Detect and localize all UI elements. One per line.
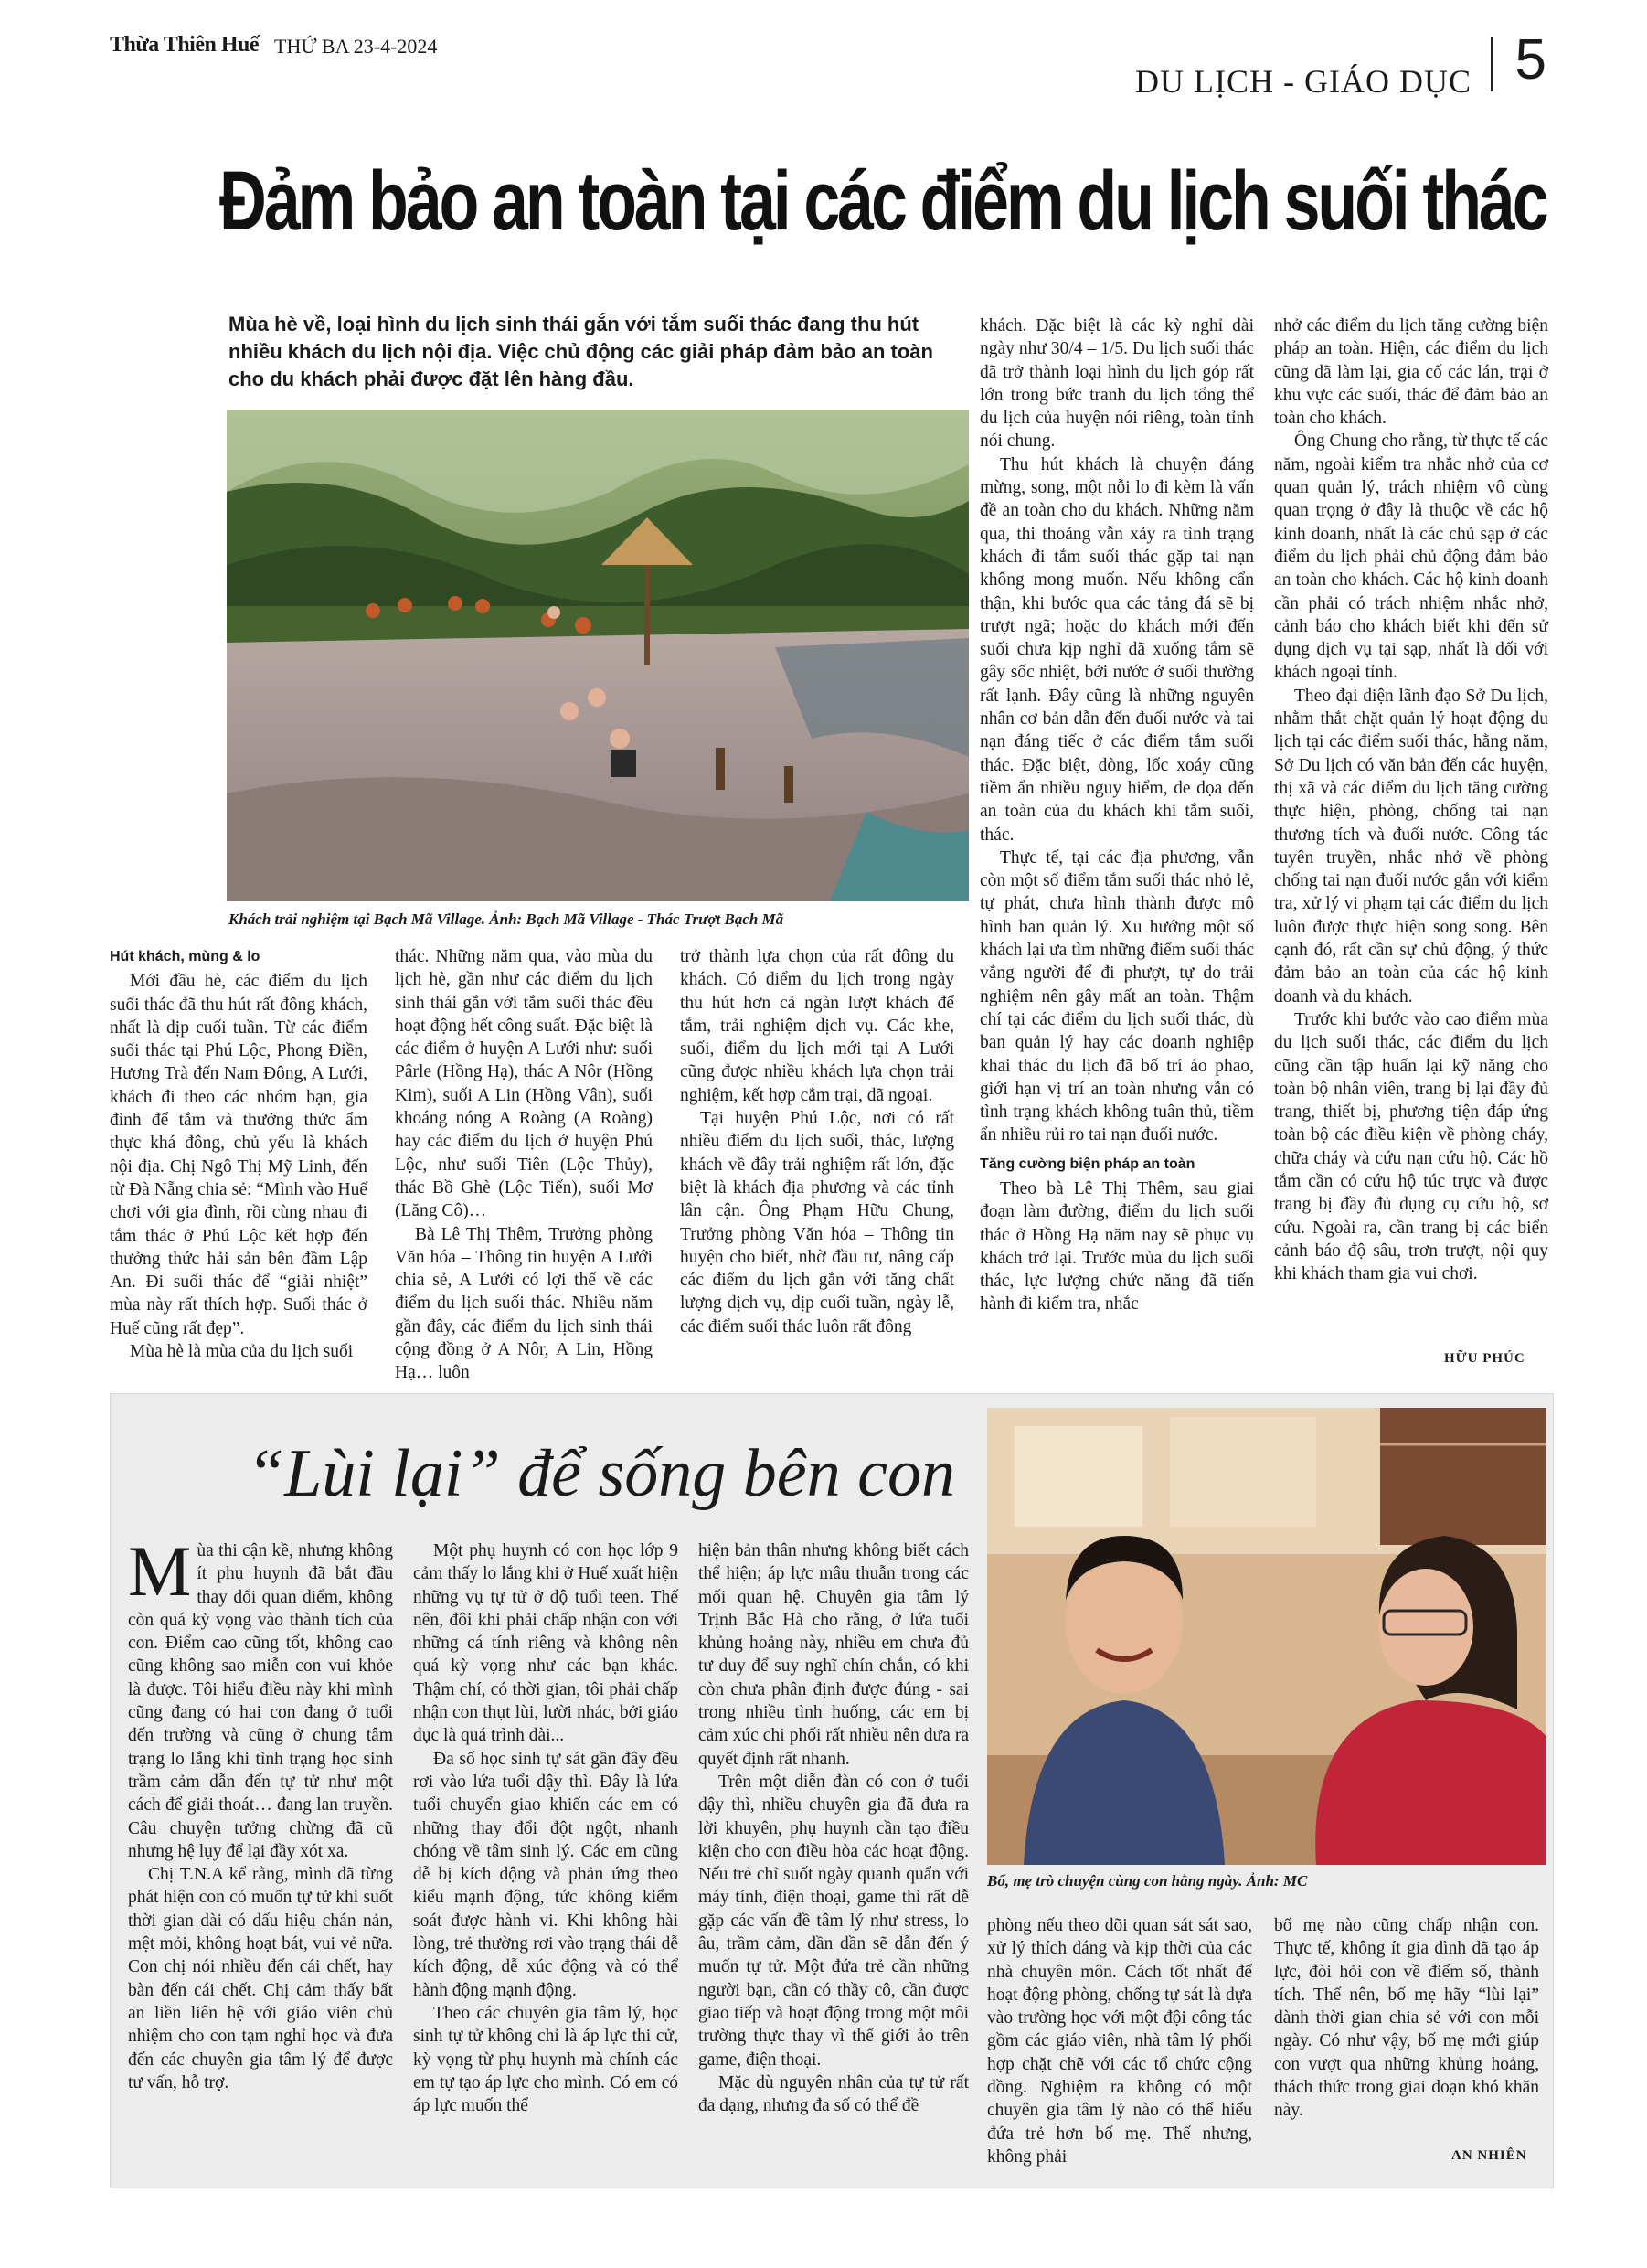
article1-column-5 <box>1274 314 1548 1285</box>
issue-date: THỨ BA 23-4-2024 <box>274 35 438 58</box>
article1-column-1 <box>110 945 367 1363</box>
article1-photo-caption: Khách trải nghiệm tại Bạch Mã Village. Ảnh: Bạch Mã Village - Thác Trượt Bạch Mã <box>228 910 784 928</box>
article1-col4-para: Thực tế, tại các địa phương, vẫn còn một số điểm tắm suối thác nhỏ lẻ, tự phát, chưa hình thành được mô hình ban quản lý. Xu hướng một số khách lại ưa tìm những điểm suối thác vắng người để đi phượt, tự do trải nghiệm nên gây mất an toàn. Thậm chí tại các điểm du lịch suối thác, dù ban quản lý hay các doanh nghiệp khai thác du lịch đã bố trí áo phao, giới hạn vị trí an toàn nhưng vẫn có tình trạng khách không tuân thủ, tiềm ẩn nhiều rủi ro tai nạn đuối nước. <box>980 847 1254 1145</box>
article2-column-3 <box>698 1539 969 2117</box>
article2-photo-caption: Bố, mẹ trò chuyện cùng con hằng ngày. Ảnh: MC <box>987 1872 1308 1890</box>
article1-title: Đảm bảo an toàn tại các điểm du lịch suối thác <box>219 154 1546 248</box>
article2-col2-para: Đa số học sinh tự sát gần đây đều rơi vào lứa tuổi dậy thì. Đây là lứa tuổi chuyển giao khiến các em có những thay đổi đột ngột, nhanh chóng về tâm sinh lý. Các em cũng dễ bị kích động và phản ứng theo kiểu mạnh động, tức không kiểm soát được hành vi. Khi không hài lòng, trẻ thường rơi vào trạng thái dễ kích động, dễ xúc động và có thể hành động mạnh động. <box>413 1749 678 2000</box>
page-header <box>110 27 1554 128</box>
article2-byline: AN NHIÊN <box>1451 2148 1527 2163</box>
family-photo-illustration <box>987 1408 1546 1865</box>
article2-column-4 <box>987 1914 1252 2168</box>
article1-byline: HỮU PHÚC <box>1444 1351 1525 1366</box>
article1-col4b-para: Theo bà Lê Thị Thêm, sau giai đoạn làm đường, điểm du lịch suối thác ở Hồng Hạ năm nay sẽ phục vụ khách trở lại. Trước mùa du lịch suối thác, lực lượng chức năng đã tiến hành đi kiểm tra, nhắc <box>980 1178 1254 1315</box>
article1-col4-para: Thu hút khách là chuyện đáng mừng, song, một nỗi lo đi kèm là vấn đề an toàn cho du khách. Những năm qua, thi thoảng vẫn xảy ra tình trạng khách đi tắm suối thác gặp tai nạn không mong muốn. Nếu không cẩn thận, khi bước qua các tảng đá sẽ bị trượt ngã; hoặc do khách mới đến suối chưa kịp nghỉ đã xuống tắm sẽ gây sốc nhiệt, bởi nước ở suối thường rất lạnh. Đây cũng là những nguyên nhân cơ bản dẫn đến đuối nước và tai nạn đáng tiếc ở các điểm tắm suối thác. Đặc biệt, dòng, lốc xoáy cũng tiềm ẩn nhiều nguy hiểm, đe dọa đến an toàn của du khách khi tắm suối, thác. <box>980 454 1254 845</box>
article1-col5-para: Ông Chung cho rằng, từ thực tế các năm, ngoài kiểm tra nhắc nhở của cơ quan quản lý, trách nhiệm vô cùng quan trọng ở đây là thuộc về các hộ kinh doanh, nhất là các chủ sạp ở các điểm du lịch phải chủ động đảm bảo an toàn cho khách. Các hộ kinh doanh cần phải có trách nhiệm nhắc nhở, cảnh báo cho khách biết khi đến sử dụng dịch vụ tại sạp, nhất là đối với khách ngoại tỉnh. <box>1274 431 1548 683</box>
article1-col4-para: khách. Đặc biệt là các kỳ nghỉ dài ngày như 30/4 – 1/5. Du lịch suối thác đã trở thành loại hình du lịch góp rất lớn trong bức tranh du lịch tổng thể du lịch của huyện nói riêng, toàn tỉnh nói chung. <box>980 316 1254 452</box>
family-photo <box>987 1408 1546 1865</box>
article2-col3-para: Mặc dù nguyên nhân của tự tử rất đa dạng, nhưng đa số có thể đề <box>698 2072 969 2116</box>
article2-col5-para: bố mẹ nào cũng chấp nhận con. Thực tế, không ít gia đình đã tạo áp lực, đòi hỏi con về điểm số, thành tích. Thế nên, bố mẹ hãy “lùi lại” dành thời gian chia sẻ với con mỗi ngày. Có như vậy, bố mẹ mới giúp con vượt qua những khủng hoảng, thách thức trong giai đoạn khó khăn này. <box>1274 1916 1539 2121</box>
article1-col5-para: Theo đại diện lãnh đạo Sở Du lịch, nhằm thắt chặt quản lý hoạt động du lịch tại các điểm suối thác, hằng năm, Sở Du lịch có văn bản đến các huyện, thị xã và các điểm du lịch tăng cường thực hiện, phòng, chống tai nạn thương tích và đuối nước. Công tác tuyên truyền, nhắc nhở về phòng chống tai nạn đuối nước gắn với kiểm tra, xử lý vi phạm tại các điểm du lịch luôn được thực hiện song song. Bên cạnh đó, rất cần sự chủ động, ý thức đảm bảo an toàn của các hộ kinh doanh và du khách. <box>1274 686 1548 1006</box>
article1-col1-para: Mùa hè là mùa của du lịch suối <box>130 1342 354 1362</box>
article2-col2-para: Theo các chuyên gia tâm lý, học sinh tự tử không chỉ là áp lực thi cử, kỳ vọng từ phụ huynh mà chính các em tự tạo áp lực cho mình. Có em có áp lực muốn thể <box>413 2003 678 2116</box>
article2-col3-para: Trên một diễn đàn có con ở tuổi dậy thì, nhiều chuyên gia đã đưa ra lời khuyên, phụ huynh cần tạo điều kiện cho con điều hòa các hoạt động. Nếu trẻ chỉ suốt ngày quanh quẩn với máy tính, điện thoại, game thì rất dễ gặp các vấn đề tâm lý như stress, lo âu, trầm cảm, dần dần sẽ dẫn đến ý muốn tự tử. Một đứa trẻ cần những người bạn, cần có thầy cô, cần được giao tiếp và hoạt động trong một môi trường thực thay vì thế giới ảo trên game, điện thoại. <box>698 1772 969 2070</box>
section-title: DU LỊCH - GIÁO DỤC <box>1135 63 1472 100</box>
article2-col1-para: ùa thi cận kề, nhưng không ít phụ huynh đã bắt đầu thay đổi quan điểm, không còn quá kỳ vọng vào thành tích của con. Điểm cao cũng tốt, không cao cũng không sao miễn con vui khỏe là được. Tôi hiểu điều này khi mình cũng đang có hai con đang ở tuổi đến trường và cũng ở chung tâm trạng lo lắng khi tình trạng học sinh trầm cảm dẫn đến tự tử như một cách để giải thoát… đang lan truyền. Câu chuyện tưởng chừng đã cũ nhưng hệ lụy để lại đầy xót xa. <box>128 1541 393 1861</box>
article1-column-3 <box>680 945 954 1338</box>
article1-column-2 <box>395 945 653 1385</box>
header-divider <box>1491 37 1493 91</box>
article1-subhead-2: Tăng cường biện pháp an toàn <box>980 1155 1195 1172</box>
waterfall-photo-illustration <box>227 410 969 901</box>
article1-column-4 <box>980 314 1254 1316</box>
article2-column-5 <box>1274 1914 1539 2123</box>
page-number: 5 <box>1514 28 1546 91</box>
article1-subhead-1: Hút khách, mùng & lo <box>110 949 260 964</box>
article1-col2-para: thác. Những năm qua, vào mùa du lịch hè, gần như các điểm du lịch sinh thái gắn với tắm suối thác đều hoạt động hết công suất. Đặc biệt là các điểm ở huyện A Lưới như: suối Pârle (Hồng Hạ), thác A Nôr (Hồng Kim), suối A Lin (Hồng Vân), suối khoáng nóng A Roàng (A Roàng) hay các điểm du lịch ở huyện Phú Lộc, như suối Tiên (Lộc Thủy), thác Bồ Ghè (Lộc Tiến), suối Mơ (Lăng Cô)… <box>395 947 653 1221</box>
article2-col1-para: Chị T.N.A kể rằng, mình đã từng phát hiện con có muốn tự tử khi suốt thời gian dài có dấu hiệu chán nản, mệt mỏi, không hoạt bát, vui vẻ nữa. Con chị nói nhiều đến cái chết, hay bàn đến cái chết. Chị cảm thấy bất an liền liên hệ với giáo viên chủ nhiệm cho con tạm nghỉ học và đưa đến các chuyên gia tâm lý để được tư vấn, hỗ trợ. <box>128 1865 393 2092</box>
article1-col1-para: Mới đầu hè, các điểm du lịch suối thác đã thu hút rất đông khách, nhất là dịp cuối tuần. Từ các điểm suối thác tại Phú Lộc, Phong Điền, Hương Trà đến Nam Đông, A Lưới, khách đi theo các nhóm bạn, gia đình để tắm và thưởng thức ẩm thực khá đông, chủ yếu là khách nội địa. Chị Ngô Thị Mỹ Linh, đến từ Đà Nẵng chia sẻ: “Mình vào Huế chơi với gia đình, rồi cùng nhau đi tắm thác ở Phú Lộc kết hợp đến thưởng thức hải sản bên đầm Lập An. Đi suối thác để “giải nhiệt” mùa này rất thích hợp. Suối thác ở Huế cũng rất đẹp”. <box>110 972 367 1338</box>
article1-col5-para: nhở các điểm du lịch tăng cường biện pháp an toàn. Hiện, các điểm du lịch cũng đã làm lại, gia cố các lán, trại ở khu vực các suối, thác để đảm bảo an toàn cho khách. <box>1274 316 1548 429</box>
article2-col4-para: phòng nếu theo dõi quan sát sát sao, xử lý thích đáng và kịp thời của các nhà chuyên môn. Cách tốt nhất để hoạt động phòng, chống tự sát là dựa vào trường học với một đội công tác gồm các giáo viên, nhà tâm lý phối hợp chặt chẽ với các tổ chức cộng đồng. Nghiệm ra không có một chuyên gia tâm lý nào có thể hiểu đứa trẻ hơn bố mẹ. Thế nhưng, không phải <box>987 1916 1252 2167</box>
article2-column-1 <box>128 1531 393 2094</box>
waterfall-photo <box>227 410 969 901</box>
article1-col3-para: Tại huyện Phú Lộc, nơi có rất nhiều điểm du lịch suối, thác, lượng khách về đây trải nghiệm rất lớn, đặc biệt là khách địa phương và các tỉnh lân cận. Ông Phạm Hữu Chung, Trưởng phòng Văn hóa – Thông tin huyện cho biết, nhờ đầu tư, nâng cấp các điểm du lịch gắn với tăng chất lượng dịch vụ, dịp cuối tuần, ngày lễ, các điểm suối thác luôn rất đông <box>680 1109 954 1336</box>
dropcap-letter: M <box>128 1531 192 1611</box>
article2-col3-para: hiện bản thân nhưng không biết cách thể hiện; áp lực mâu thuẫn trong các mối quan hệ. Chuyên gia tâm lý Trịnh Bắc Hà cho rằng, ở lứa tuổi khủng hoảng này, nhiều em chưa đủ tư duy để suy nghĩ chín chắn, có khi còn chưa phân định được đúng - sai trong nhiều tình huống, các em bị cảm xúc chi phối rất nhiều nên đưa ra quyết định rất nhanh. <box>698 1541 969 1769</box>
article1-col5-para: Trước khi bước vào cao điểm mùa du lịch suối thác, các điểm du lịch cũng cần tập huấn lại kỹ năng cho toàn bộ nhân viên, trang bị lại đầy đủ trang, thiết bị, phương tiện đáp ứng toàn bộ các điều kiện về phòng cháy, chữa cháy và cứu nạn cứu hộ. Các hồ tắm cần có cứu hộ túc trực và được trang bị đầy đủ dụng cụ cứu hộ, sơ cứu. Ngoài ra, cần trang bị các biển cảnh báo độ sâu, trơn trượt, nội quy khi khách tham gia vui chơi. <box>1274 1009 1548 1284</box>
article2-title: “Lùi lại” để sống bên con <box>247 1436 955 1511</box>
article1-col2-para: Bà Lê Thị Thêm, Trưởng phòng Văn hóa – Thông tin huyện A Lưới chia sẻ, A Lưới có lợi thế về các điểm du lịch suối thác. Nhiều năm gần đây, các điểm du lịch sinh thái cộng đồng ở A Nôr, A Lin, Hồng Hạ… luôn <box>395 1224 653 1383</box>
article2-col2-para: Một phụ huynh có con học lớp 9 cảm thấy lo lắng khi ở Huế xuất hiện những vụ tự tử ở độ tuổi teen. Thế nên, đôi khi phải chấp nhận con với những cá tính riêng và không nên quá kỳ vọng như các bạn khác. Thậm chí, có thời gian, tôi phải chấp nhận con thụt lùi, lười nhác, bởi giáo dục là quá trình dài... <box>413 1541 678 1746</box>
article1-lead: Mùa hè về, loại hình du lịch sinh thái gắn với tắm suối thác đang thu hút nhiều khách du lịch nội địa. Việc chủ động các giải pháp đảm bảo an toàn cho du khách phải được đặt lên hàng đầu. <box>228 313 933 390</box>
article2-column-2 <box>413 1539 678 2117</box>
paper-name: Thừa Thiên Huế <box>110 33 260 57</box>
article1-col3-para: trở thành lựa chọn của rất đông du khách. Có điểm du lịch trong ngày thu hút hơn cả ngàn lượt khách để tắm, trải nghiệm dịch vụ. Các khe, suối, điểm du lịch mới tại A Lưới cũng được nhiều khách lựa chọn trải nghiệm, kết hợp cắm trại, dã ngoại. <box>680 947 954 1105</box>
